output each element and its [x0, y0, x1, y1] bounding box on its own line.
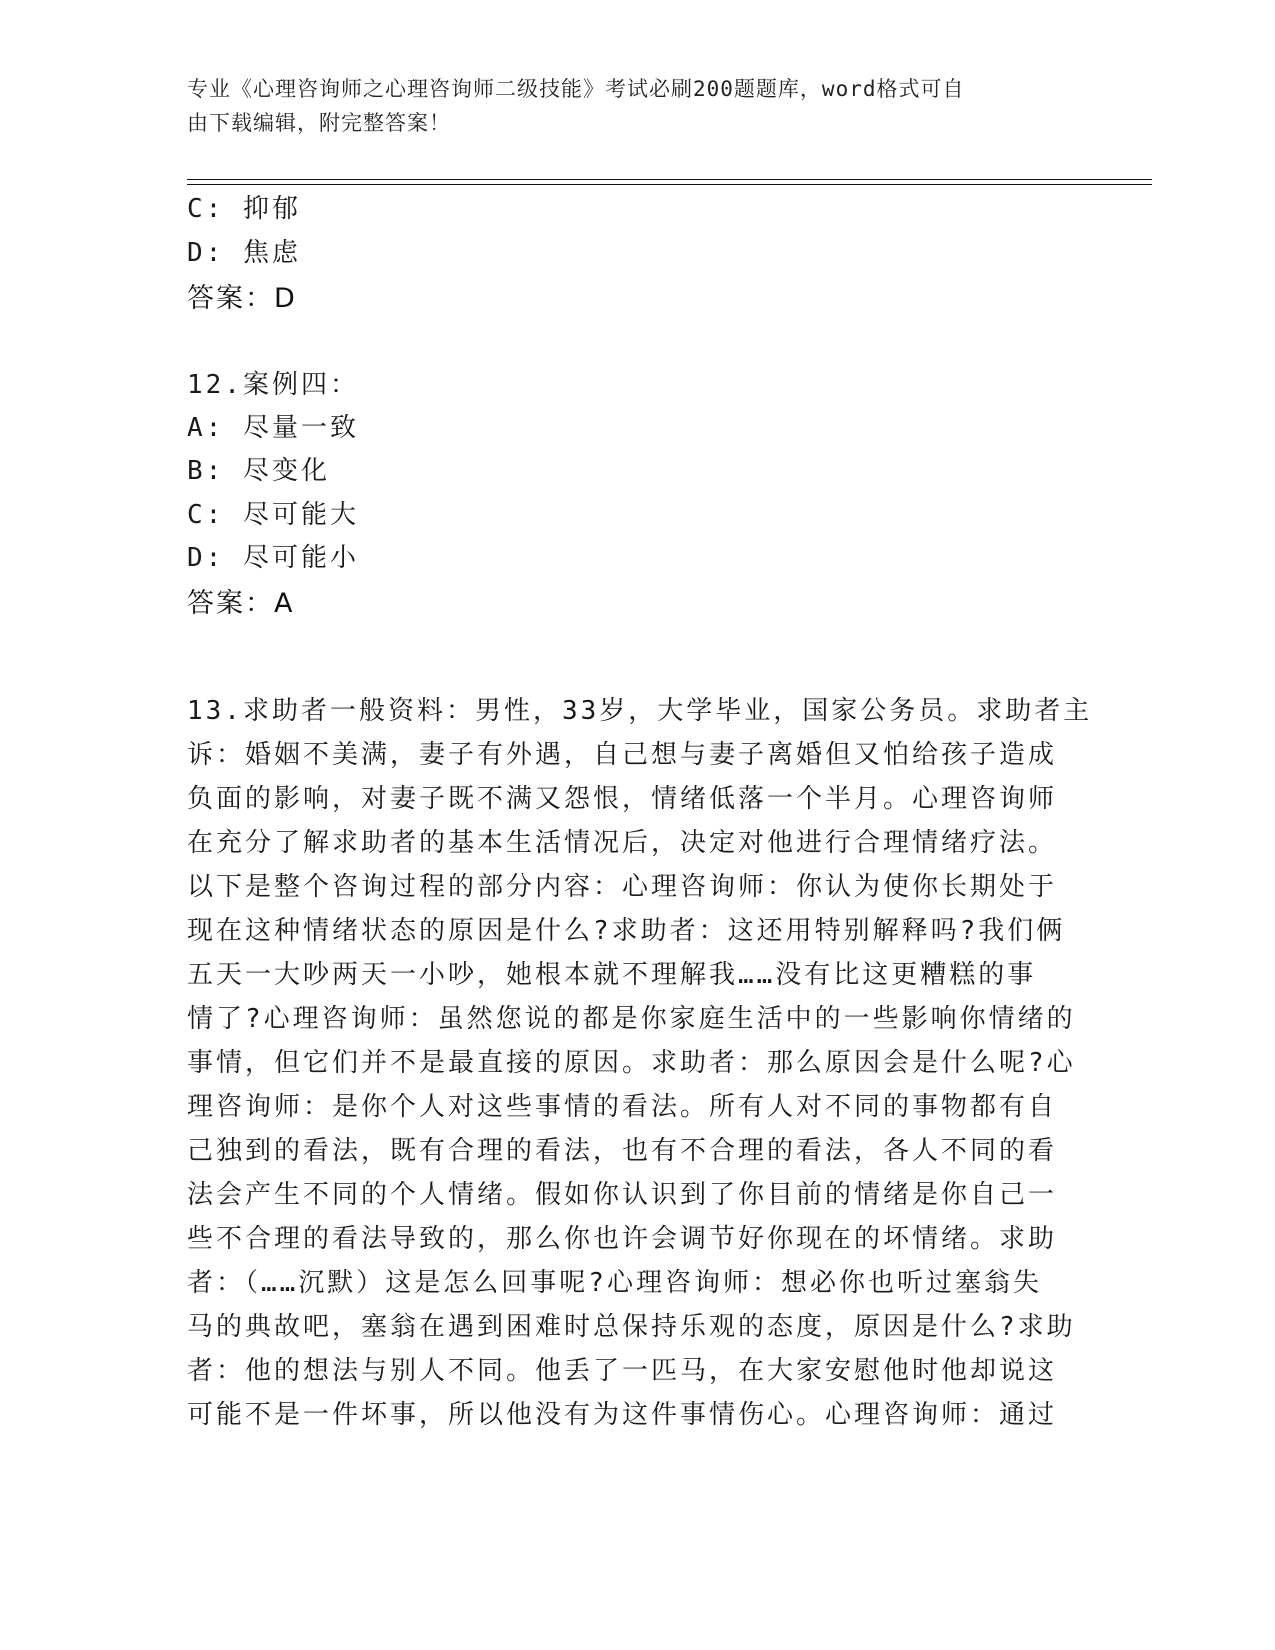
document-header — [187, 72, 1067, 140]
q13-line: 者：他的想法与别人不同。他丢了一匹马，在大家安慰他时他却说这 — [187, 1356, 1058, 1386]
q13-line: 13.求助者一般资料：男性，33岁，大学毕业，国家公务员。求助者主 — [187, 696, 1093, 726]
q12-option-b: B: 尽变化 — [187, 456, 330, 486]
q12-option-d: D: 尽可能小 — [187, 543, 359, 573]
q12-question: 12.案例四： — [187, 370, 359, 400]
q13-line: 情了?心理咨询师：虽然您说的都是你家庭生活中的一些影响你情绪的 — [187, 1004, 1076, 1034]
q13-line: 在充分了解求助者的基本生活情况后，决定对他进行合理情绪疗法。 — [187, 828, 1058, 858]
q11-answer: 答案：D — [187, 283, 297, 314]
q11-option-c: C: 抑郁 — [187, 194, 301, 224]
q12-answer: 答案：A — [187, 588, 295, 619]
q13-line: 事情，但它们并不是最直接的原因。求助者：那么原因会是什么呢?心 — [187, 1048, 1076, 1078]
q13-line: 诉：婚姻不美满，妻子有外遇，自己想与妻子离婚但又怕给孩子造成 — [187, 740, 1058, 770]
q13-line: 己独到的看法，既有合理的看法，也有不合理的看法，各人不同的看 — [187, 1136, 1058, 1166]
q11-option-d: D: 焦虑 — [187, 238, 301, 268]
q13-line: 负面的影响，对妻子既不满又怨恨，情绪低落一个半月。心理咨询师 — [187, 784, 1058, 814]
q13-line: 现在这种情绪状态的原因是什么?求助者：这还用特别解释吗?我们俩 — [187, 916, 1066, 946]
header-rule-top — [187, 179, 1152, 180]
q13-line: 可能不是一件坏事，所以他没有为这件事情伤心。心理咨询师：通过 — [187, 1400, 1058, 1430]
q13-line: 五天一大吵两天一小吵，她根本就不理解我……没有比这更糟糕的事 — [187, 960, 1037, 990]
q13-line: 以下是整个咨询过程的部分内容：心理咨询师：你认为使你长期处于 — [187, 872, 1058, 902]
q13-line: 理咨询师：是你个人对这些事情的看法。所有人对不同的事物都有自 — [187, 1092, 1058, 1122]
q13-line: 马的典故吧，塞翁在遇到困难时总保持乐观的态度，原因是什么?求助 — [187, 1312, 1076, 1342]
header-rule-bottom — [187, 184, 1152, 185]
header-line-1: 专业《心理咨询师之心理咨询师二级技能》考试必刷200题题库，word格式可自 — [187, 77, 965, 101]
header-line-2: 由下载编辑，附完整答案！ — [187, 111, 451, 135]
q13-line: 者：（……沉默）这是怎么回事呢?心理咨询师：想必你也听过塞翁失 — [187, 1268, 1042, 1298]
q12-option-c: C: 尽可能大 — [187, 500, 359, 530]
q13-line: 法会产生不同的个人情绪。假如你认识到了你目前的情绪是你自己一 — [187, 1180, 1058, 1210]
q12-option-a: A: 尽量一致 — [187, 413, 359, 443]
q13-line: 些不合理的看法导致的，那么你也许会调节好你现在的坏情绪。求助 — [187, 1224, 1058, 1254]
